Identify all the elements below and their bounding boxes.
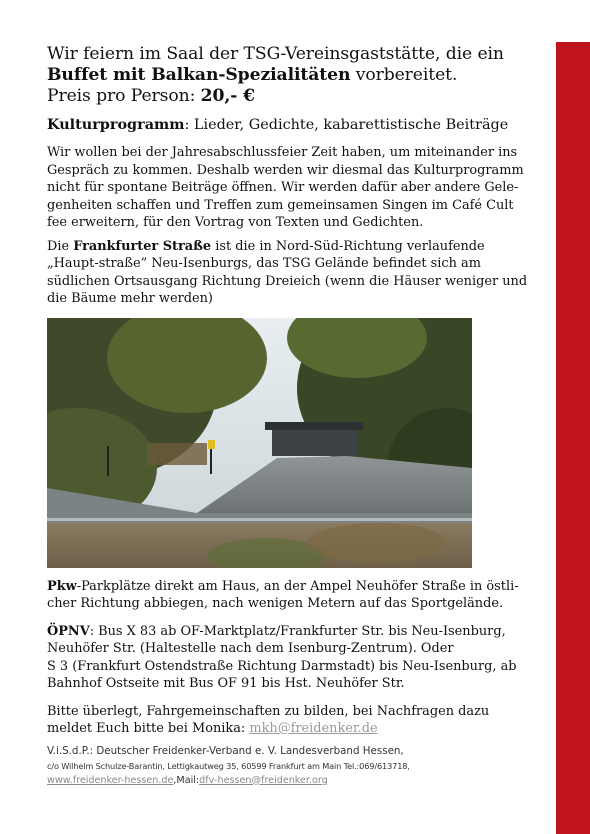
strasse-name: Frankfurter Straße xyxy=(73,238,212,254)
fahr-text: Bitte überlegt, Fahrgemeinschaften zu bilden, bei Nachfragen dazu meldet Euch bitte bei Monika: xyxy=(47,703,490,736)
price-label: Preis pro Person: xyxy=(47,86,201,106)
visdp-line: V.i.S.d.P.: Deutscher Freidenker-Verband e. V. Landesverband Hessen, xyxy=(47,744,404,757)
intro-text xyxy=(47,44,533,107)
contact-line xyxy=(47,773,533,788)
kultur-heading-rest: : Lieder, Gedichte, kabarettistische Beiträge xyxy=(184,117,509,133)
fahrgemeinschaft-paragraph xyxy=(47,703,533,738)
oepnv-paragraph xyxy=(47,623,533,693)
kultur-heading xyxy=(47,116,533,134)
kultur-heading-bold: Kulturprogramm xyxy=(47,116,185,133)
oepnv-line-1: : Bus X 83 ab OF-Marktplatz/Frankfurter Str. bis Neu-Isenburg, xyxy=(89,623,506,639)
footer-imprint xyxy=(47,744,533,788)
mail-link[interactable]: dfv-hessen@freidenker.org xyxy=(199,774,328,786)
monika-email-link[interactable]: mkh@freidenker.de xyxy=(249,721,378,736)
buffet-highlight: Buffet mit Balkan-Spezialitäten xyxy=(47,65,351,85)
price-value: 20,- € xyxy=(200,86,256,106)
intro-line-1: Wir feiern im Saal der TSG-Vereinsgaststätte, die ein xyxy=(47,44,504,64)
strasse-prefix: Die xyxy=(47,238,74,254)
pkw-paragraph xyxy=(47,578,533,613)
oepnv-line-4: Bahnhof Ostseite mit Bus OF 91 bis Hst. Neuhöfer Str. xyxy=(47,676,405,691)
website-link[interactable]: www.freidenker-hessen.de xyxy=(47,774,174,786)
strasse-paragraph xyxy=(47,238,533,308)
street-photo xyxy=(47,318,472,568)
pkw-text: -Parkplätze direkt am Haus, an der Ampel Neuhöfer Straße in östli-cher Richtung abbiegen, nach wenigen Metern auf das Sportgelände. xyxy=(47,578,519,611)
oepnv-line-3: S 3 (Frankfurt Ostendstraße Richtung Darmstadt) bis Neu-Isenburg, ab xyxy=(47,658,517,674)
intro-line-2-rest: vorbereitet. xyxy=(350,65,458,85)
red-sidebar-bar xyxy=(556,42,590,834)
pkw-label: Pkw xyxy=(47,578,77,594)
oepnv-label: ÖPNV xyxy=(47,623,90,639)
mail-label: ,Mail: xyxy=(173,774,200,786)
strasse-rest: ist die in Nord-Süd-Richtung verlaufende „Haupt-straße” Neu-Isenburgs, das TSG Gelände befindet sich am südlichen Ortsausgang Richtung Dreieich (wenn die Häuser weniger und die Bäume mehr werden) xyxy=(47,238,528,306)
oepnv-line-2: Neuhöfer Str. (Haltestelle nach dem Isenburg-Zentrum). Oder xyxy=(47,641,454,656)
address-line: c/o Wilhelm Schulze-Barantin, Lettigkautweg 35, 60599 Frankfurt am Main Tel.:069/613718, xyxy=(47,760,410,771)
kultur-body: Wir wollen bei der Jahresabschlussfeier Zeit haben, um miteinander ins Gespräch zu kommen. Deshalb werden wir diesmal das Kulturprogramm nicht für spontane Beiträge öffnen. Wir werden dafür aber andere Gele-genheiten schaffen und Treffen zum gemeinsamen Singen im Café Cult fee erweitern, für den Vortrag von Texten und Gedichten. xyxy=(47,145,524,230)
flyer-page xyxy=(47,44,533,788)
